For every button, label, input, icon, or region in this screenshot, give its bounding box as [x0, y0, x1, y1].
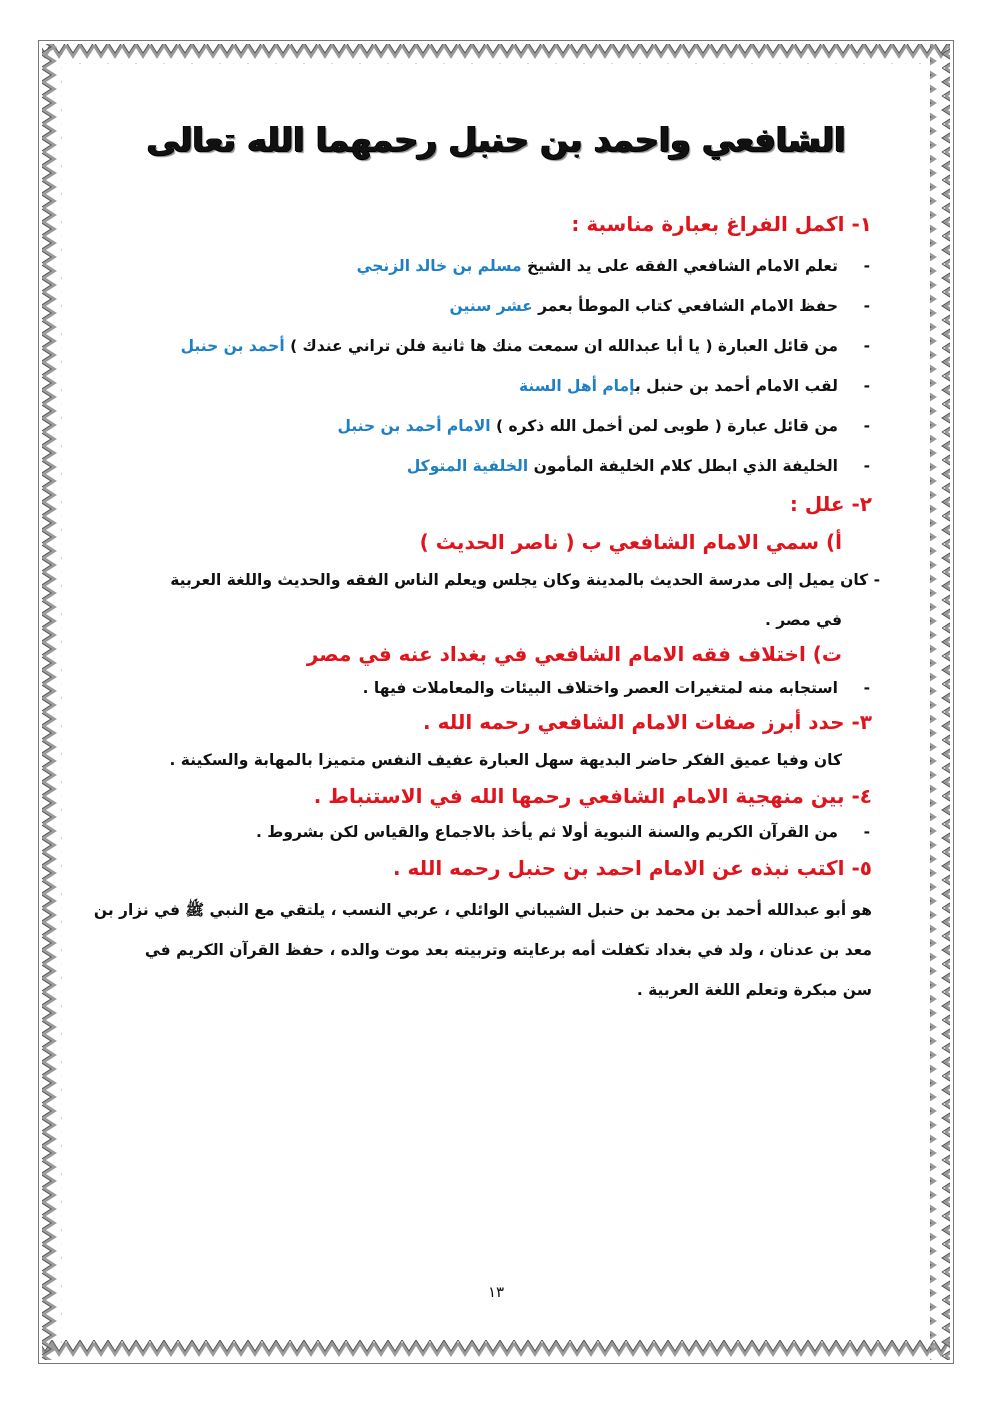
question-b: ت) اختلاف فقه الامام الشافعي في بغداد عنه في مصر	[306, 642, 842, 666]
item-answer: إمام أهل السنة	[519, 377, 635, 395]
list-item	[68, 366, 872, 406]
section-biography	[68, 856, 872, 1010]
fill-blank-list	[68, 246, 872, 486]
biography-line-2: معد بن عدنان ، ولد في بغداد تكفلت أمه برعايته وتربيته بعد موت والده ، حفظ القرآن الكريم في	[144, 941, 872, 959]
item-answer: الامام أحمد بن حنبل	[337, 417, 491, 435]
section-5-heading: ٥- اكتب نبذه عن الامام احمد بن حنبل رحمه الله .	[392, 856, 872, 880]
list-item	[68, 246, 872, 286]
item-text: الخليفة الذي ابطل كلام الخليفة المأمون	[533, 457, 838, 475]
item-text: حفظ الامام الشافعي كتاب الموطأ بعمر	[538, 297, 838, 315]
answer-b-list	[68, 668, 872, 708]
answer-a-line-2: في مصر .	[764, 611, 842, 629]
answer-b: - استجابه منه لمتغيرات العصر واختلاف البيئات والمعاملات فيها .	[68, 668, 872, 708]
biography-line-3: سن مبكرة وتعلم اللغة العربية .	[636, 981, 872, 999]
list-item	[68, 446, 872, 486]
biography-line-1: هو أبو عبدالله أحمد بن محمد بن حنبل الشيباني الوائلي ، عربي النسب ، يلتقي مع النبي ﷺ في نزار بن	[93, 901, 872, 919]
item-text: تعلم الامام الشافعي الفقه على يد الشيخ	[527, 257, 838, 275]
list-item	[68, 326, 872, 366]
section-traits	[68, 710, 872, 780]
methodology-list	[68, 812, 872, 852]
section-3-heading: ٣- حدد أبرز صفات الامام الشافعي رحمه الله .	[423, 710, 872, 734]
section-2-heading: ٢- علل :	[789, 492, 872, 516]
list-item	[68, 286, 872, 326]
section-3-answer: كان وفيا عميق الفكر حاضر البديهة سهل العبارة عفيف النفس متميزا بالمهابة والسكينة .	[169, 751, 842, 769]
item-text: لقب الامام أحمد بن حنبل ب	[634, 377, 838, 395]
methodology-answer: - من القرآن الكريم والسنة النبوية أولا ثم يأخذ بالاجماع والقياس لكن بشروط .	[68, 812, 872, 852]
section-fill-blanks	[68, 212, 872, 486]
section-4-heading: ٤- بين منهجية الامام الشافعي رحمها الله في الاستنباط .	[313, 784, 872, 808]
page-number: ١٣	[487, 1283, 505, 1301]
section-reasons	[68, 492, 880, 708]
item-answer: أحمد بن حنبل	[180, 337, 285, 355]
list-item	[68, 406, 872, 446]
answer-a-line-1: - كان يميل إلى مدرسة الحديث بالمدينة وكان يجلس ويعلم الناس الفقه والحديث واللغة العربية	[170, 571, 880, 589]
item-answer: الخلفية المتوكل	[406, 457, 529, 475]
question-a: أ) سمي الامام الشافعي ب ( ناصر الحديث )	[419, 530, 842, 554]
item-answer: عشر سنين	[449, 297, 533, 315]
worksheet-content	[68, 212, 880, 1010]
section-1-heading: ١- اكمل الفراغ بعبارة مناسبة :	[571, 212, 872, 236]
section-methodology	[68, 784, 872, 852]
page-title: الشافعي واحمد بن حنبل رحمهما الله تعالى	[146, 120, 846, 159]
item-text: من قائل العبارة ( يا أبا عبدالله ان سمعت منك ها ثانية فلن تراني عندك )	[290, 337, 838, 355]
item-text: من قائل عبارة ( طوبى لمن أخمل الله ذكره )	[495, 417, 838, 435]
item-answer: مسلم بن خالد الزنجي	[356, 257, 522, 275]
